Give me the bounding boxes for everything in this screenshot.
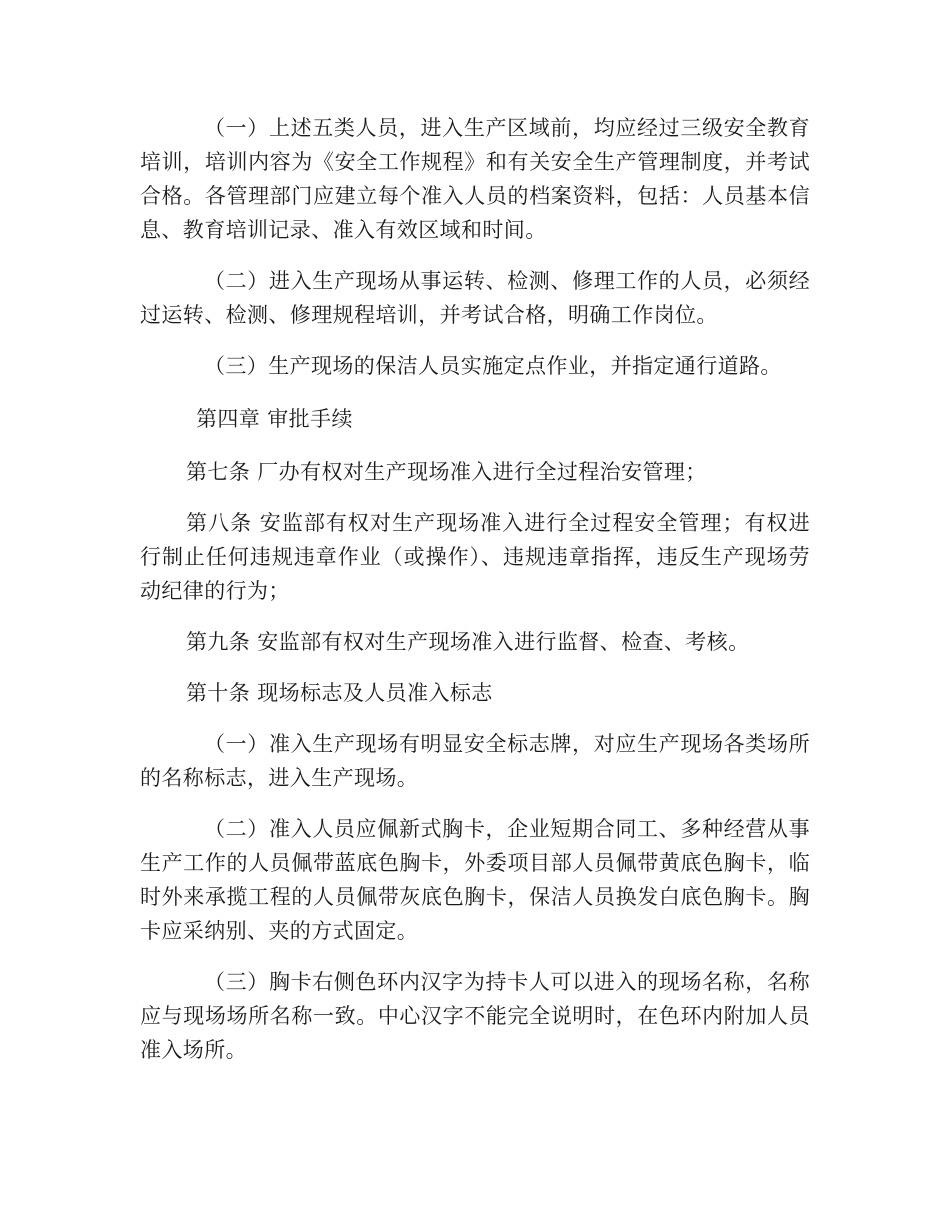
paragraph-cleaning-staff: （三）生产现场的保洁人员实施定点作业，并指定通行道路。: [204, 354, 782, 378]
article-8: 第八条 安监部有权对生产现场准入进行全过程安全管理；有权进行制止任何违规违章作业（或操作）、违规违章指挥，违反生产现场劳动纪律的行为；: [140, 511, 810, 603]
paragraph-badges: （二）准入人员应佩新式胸卡，企业短期合同工、多种经营从事生产工作的人员佩带蓝底色胸卡，外委项目部人员佩带黄底色胸卡，临时外来承揽工程的人员佩带灰底色胸卡，保洁人员换发白底色胸卡。胸卡应采纳别、夹的方式固定。: [140, 817, 810, 943]
paragraph-training-requirements: （一）上述五类人员，进入生产区域前，均应经过三级安全教育培训，培训内容为《安全工作规程》和有关安全生产管理制度，并考试合格。各管理部门应建立每个准入人员的档案资料，包括：人员基本信息、教育培训记录、准入有效区域和时间。: [140, 116, 810, 242]
article-10: 第十条 现场标志及人员准入标志: [186, 681, 493, 705]
paragraph-badge-color-ring: （三）胸卡右侧色环内汉字为持卡人可以进入的现场名称，名称应与现场场所名称一致。中心汉字不能完全说明时，在色环内附加人员准入场所。: [140, 970, 810, 1062]
article-9: 第九条 安监部有权对生产现场准入进行监督、检查、考核。: [186, 630, 750, 654]
article-7: 第七条 厂办有权对生产现场准入进行全过程治安管理；: [186, 460, 707, 484]
paragraph-operation-training: （二）进入生产现场从事运转、检测、修理工作的人员，必须经过运转、检测、修理规程培训，并考试合格，明确工作岗位。: [140, 269, 810, 327]
chapter-heading: 第四章 审批手续: [196, 407, 353, 431]
paragraph-safety-signs: （一）准入生产现场有明显安全标志牌，对应生产现场各类场所的名称标志，进入生产现场。: [140, 732, 810, 790]
